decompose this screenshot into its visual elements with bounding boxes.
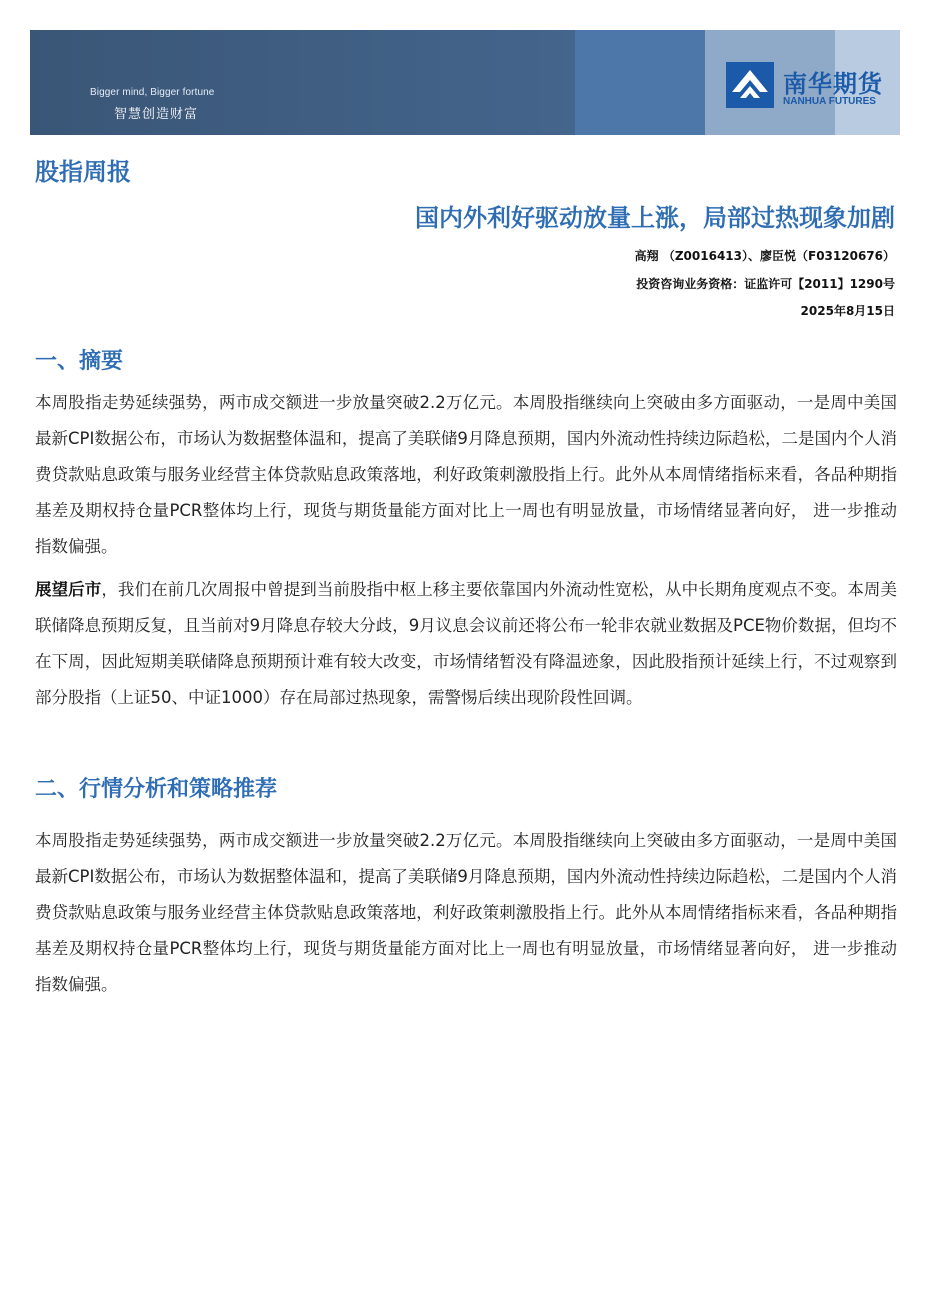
summary-paragraph-2 [35, 572, 897, 716]
banner-segment-dark [30, 30, 575, 135]
slogan-english: Bigger mind, Bigger fortune [90, 87, 215, 98]
report-authors: 高翔 （Z0016413）、廖臣悦（F03120676） [634, 249, 895, 263]
section-heading-summary: 一、摘要 [35, 349, 124, 374]
report-title: 国内外利好驱动放量上涨，局部过热现象加剧 [415, 204, 895, 232]
section-heading-analysis: 二、行情分析和策略推荐 [35, 777, 278, 802]
header-banner [30, 30, 900, 135]
logo-text-chinese: 南华期货 [783, 70, 883, 98]
logo-text-english: NANHUA FUTURES [783, 96, 876, 107]
report-license: 投资咨询业务资格：证监许可【2011】1290号 [636, 277, 895, 291]
outlook-lead: 展望后市 [35, 580, 102, 599]
summary-paragraph-1: 本周股指走势延续强势，两市成交额进一步放量突破2.2万亿元。本周股指继续向上突破由多方面驱动，一是周中美国最新CPI数据公布，市场认为数据整体温和，提高了美联储9月降息预期，国内外流动性持续边际趋松，二是国内个人消费贷款贴息政策与服务业经营主体贷款贴息政策落地，利好政策刺激股指上行。此外从本周情绪指标来看，各品种期指基差及期权持仓量PCR整体均上行，现货与期货量能方面对比上一周也有明显放量，市场情绪显著向好， 进一步推动指数偏强。 [35, 393, 897, 556]
nanhua-logo-icon [726, 62, 774, 108]
slogan-chinese: 智慧创造财富 [114, 107, 199, 122]
report-date: 2025年8月15日 [800, 304, 895, 318]
outlook-text: ，我们在前几次周报中曾提到当前股指中枢上移主要依靠国内外流动性宽松，从中长期角度观点不变。本周美联储降息预期反复，且当前对9月降息存较大分歧，9月议息会议前还将公布一轮非农就业数据及PCE物价数据，但均不在下周，因此短期美联储降息预期预计难有较大改变，市场情绪暂没有降温迹象，因此股指预计延续上行，不过观察到部分股指（上证50、中证1000）存在局部过热现象，需警惕后续出现阶段性回调。 [35, 580, 898, 707]
report-type: 股指周报 [35, 158, 131, 186]
banner-segment-mid [575, 30, 705, 135]
analysis-paragraph-1: 本周股指走势延续强势，两市成交额进一步放量突破2.2万亿元。本周股指继续向上突破由多方面驱动，一是周中美国最新CPI数据公布，市场认为数据整体温和，提高了美联储9月降息预期，国内外流动性持续边际趋松，二是国内个人消费贷款贴息政策与服务业经营主体贷款贴息政策落地，利好政策刺激股指上行。此外从本周情绪指标来看，各品种期指基差及期权持仓量PCR整体均上行，现货与期货量能方面对比上一周也有明显放量，市场情绪显著向好， 进一步推动指数偏强。 [35, 831, 897, 994]
